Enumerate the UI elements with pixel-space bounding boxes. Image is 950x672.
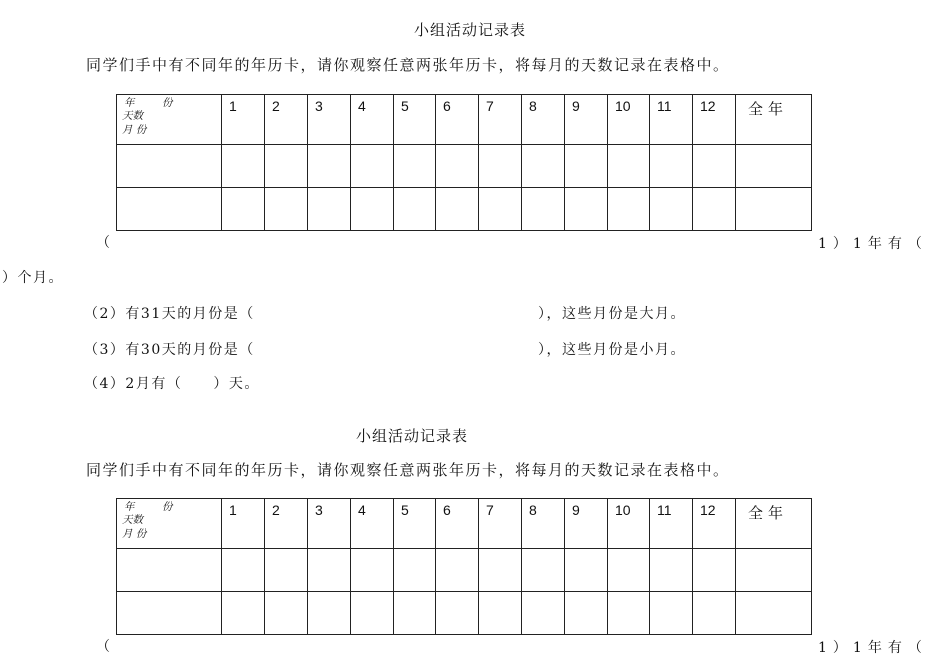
day-cell[interactable] bbox=[308, 549, 351, 592]
day-cell[interactable] bbox=[608, 549, 650, 592]
day-cell[interactable] bbox=[436, 549, 479, 592]
total-header: 全年 bbox=[736, 499, 812, 549]
day-cell[interactable] bbox=[394, 549, 436, 592]
question2-text-end: ），这些月份是大月。 bbox=[538, 306, 686, 322]
day-cell[interactable] bbox=[522, 145, 565, 188]
day-cell[interactable] bbox=[394, 188, 436, 231]
day-cell[interactable] bbox=[265, 549, 308, 592]
month-header: 11 bbox=[650, 499, 693, 549]
question1-text: 1）1年有（ bbox=[818, 236, 928, 252]
question1-end: ）个月。 bbox=[2, 270, 64, 286]
question3-text: （3）有30天的月份是（ bbox=[84, 342, 255, 358]
day-cell[interactable] bbox=[608, 188, 650, 231]
day-cell[interactable] bbox=[650, 145, 693, 188]
month-header: 5 bbox=[394, 499, 436, 549]
question3-text-end: ），这些月份是小月。 bbox=[538, 342, 686, 358]
day-cell[interactable] bbox=[693, 145, 736, 188]
day-cell[interactable] bbox=[565, 549, 608, 592]
total-cell[interactable] bbox=[736, 188, 812, 231]
day-cell[interactable] bbox=[565, 188, 608, 231]
day-cell[interactable] bbox=[565, 145, 608, 188]
day-cell[interactable] bbox=[222, 145, 265, 188]
month-header: 3 bbox=[308, 95, 351, 145]
month-header: 9 bbox=[565, 95, 608, 145]
month-header: 11 bbox=[650, 95, 693, 145]
day-cell[interactable] bbox=[608, 592, 650, 635]
question1-open-paren: （ bbox=[96, 639, 112, 655]
table-row bbox=[117, 549, 812, 592]
month-header: 7 bbox=[479, 95, 522, 145]
section1-title: 小组活动记录表 bbox=[414, 21, 527, 39]
year-input-cell[interactable] bbox=[117, 145, 222, 188]
month-header: 12 bbox=[693, 499, 736, 549]
day-cell[interactable] bbox=[265, 592, 308, 635]
day-cell[interactable] bbox=[479, 592, 522, 635]
corner-year-label-2: 份 bbox=[162, 501, 173, 513]
day-cell[interactable] bbox=[222, 549, 265, 592]
day-cell[interactable] bbox=[565, 592, 608, 635]
day-cell[interactable] bbox=[222, 592, 265, 635]
day-cell[interactable] bbox=[265, 145, 308, 188]
corner-year-label: 年 bbox=[124, 97, 135, 109]
month-header: 1 bbox=[222, 95, 265, 145]
day-cell[interactable] bbox=[650, 188, 693, 231]
month-header: 10 bbox=[608, 95, 650, 145]
month-header: 6 bbox=[436, 95, 479, 145]
day-cell[interactable] bbox=[479, 145, 522, 188]
day-cell[interactable] bbox=[351, 188, 394, 231]
month-header: 7 bbox=[479, 499, 522, 549]
day-cell[interactable] bbox=[650, 592, 693, 635]
day-cell[interactable] bbox=[351, 549, 394, 592]
month-header: 2 bbox=[265, 499, 308, 549]
day-cell[interactable] bbox=[394, 145, 436, 188]
day-cell[interactable] bbox=[693, 188, 736, 231]
day-cell[interactable] bbox=[650, 549, 693, 592]
table-row bbox=[117, 145, 812, 188]
month-header: 9 bbox=[565, 499, 608, 549]
total-header: 全年 bbox=[736, 95, 812, 145]
corner-year-label: 年 bbox=[124, 501, 135, 513]
month-header: 4 bbox=[351, 499, 394, 549]
section1-intro: 同学们手中有不同年的年历卡，请你观察任意两张年历卡，将每月的天数记录在表格中。 bbox=[86, 56, 730, 74]
day-cell[interactable] bbox=[522, 188, 565, 231]
year-input-cell[interactable] bbox=[117, 549, 222, 592]
day-cell[interactable] bbox=[436, 592, 479, 635]
month-header: 4 bbox=[351, 95, 394, 145]
total-cell[interactable] bbox=[736, 549, 812, 592]
table-corner-header bbox=[117, 95, 222, 145]
section2-record-table bbox=[116, 498, 812, 635]
section2-title: 小组活动记录表 bbox=[356, 427, 469, 445]
month-header: 12 bbox=[693, 95, 736, 145]
day-cell[interactable] bbox=[394, 592, 436, 635]
table-row bbox=[117, 188, 812, 231]
corner-year-label-2: 份 bbox=[162, 97, 173, 109]
month-header: 1 bbox=[222, 499, 265, 549]
month-header: 5 bbox=[394, 95, 436, 145]
day-cell[interactable] bbox=[693, 549, 736, 592]
question4-text: （4）2月有（ ）天。 bbox=[84, 376, 260, 392]
day-cell[interactable] bbox=[308, 188, 351, 231]
month-header: 6 bbox=[436, 499, 479, 549]
month-header: 2 bbox=[265, 95, 308, 145]
day-cell[interactable] bbox=[351, 145, 394, 188]
month-header: 8 bbox=[522, 95, 565, 145]
day-cell[interactable] bbox=[222, 188, 265, 231]
day-cell[interactable] bbox=[479, 188, 522, 231]
day-cell[interactable] bbox=[436, 145, 479, 188]
day-cell[interactable] bbox=[308, 145, 351, 188]
day-cell[interactable] bbox=[522, 592, 565, 635]
day-cell[interactable] bbox=[479, 549, 522, 592]
table-row bbox=[117, 592, 812, 635]
day-cell[interactable] bbox=[522, 549, 565, 592]
total-cell[interactable] bbox=[736, 592, 812, 635]
day-cell[interactable] bbox=[436, 188, 479, 231]
corner-days-label: 天数 bbox=[122, 110, 143, 122]
month-header: 3 bbox=[308, 499, 351, 549]
question1-text: 1）1年有（ bbox=[818, 640, 928, 656]
corner-days-label: 天数 bbox=[122, 514, 143, 526]
question2-text: （2）有31天的月份是（ bbox=[84, 306, 255, 322]
day-cell[interactable] bbox=[608, 145, 650, 188]
corner-month-label: 月 份 bbox=[122, 124, 147, 136]
corner-month-label: 月 份 bbox=[122, 528, 147, 540]
day-cell[interactable] bbox=[351, 592, 394, 635]
month-header: 8 bbox=[522, 499, 565, 549]
day-cell[interactable] bbox=[308, 592, 351, 635]
section2-intro: 同学们手中有不同年的年历卡，请你观察任意两张年历卡，将每月的天数记录在表格中。 bbox=[86, 461, 730, 479]
total-cell[interactable] bbox=[736, 145, 812, 188]
month-header: 10 bbox=[608, 499, 650, 549]
day-cell[interactable] bbox=[693, 592, 736, 635]
day-cell[interactable] bbox=[265, 188, 308, 231]
year-input-cell[interactable] bbox=[117, 188, 222, 231]
year-input-cell[interactable] bbox=[117, 592, 222, 635]
question1-open-paren: （ bbox=[96, 235, 112, 251]
table-corner-header bbox=[117, 499, 222, 549]
section1-record-table bbox=[116, 94, 812, 231]
